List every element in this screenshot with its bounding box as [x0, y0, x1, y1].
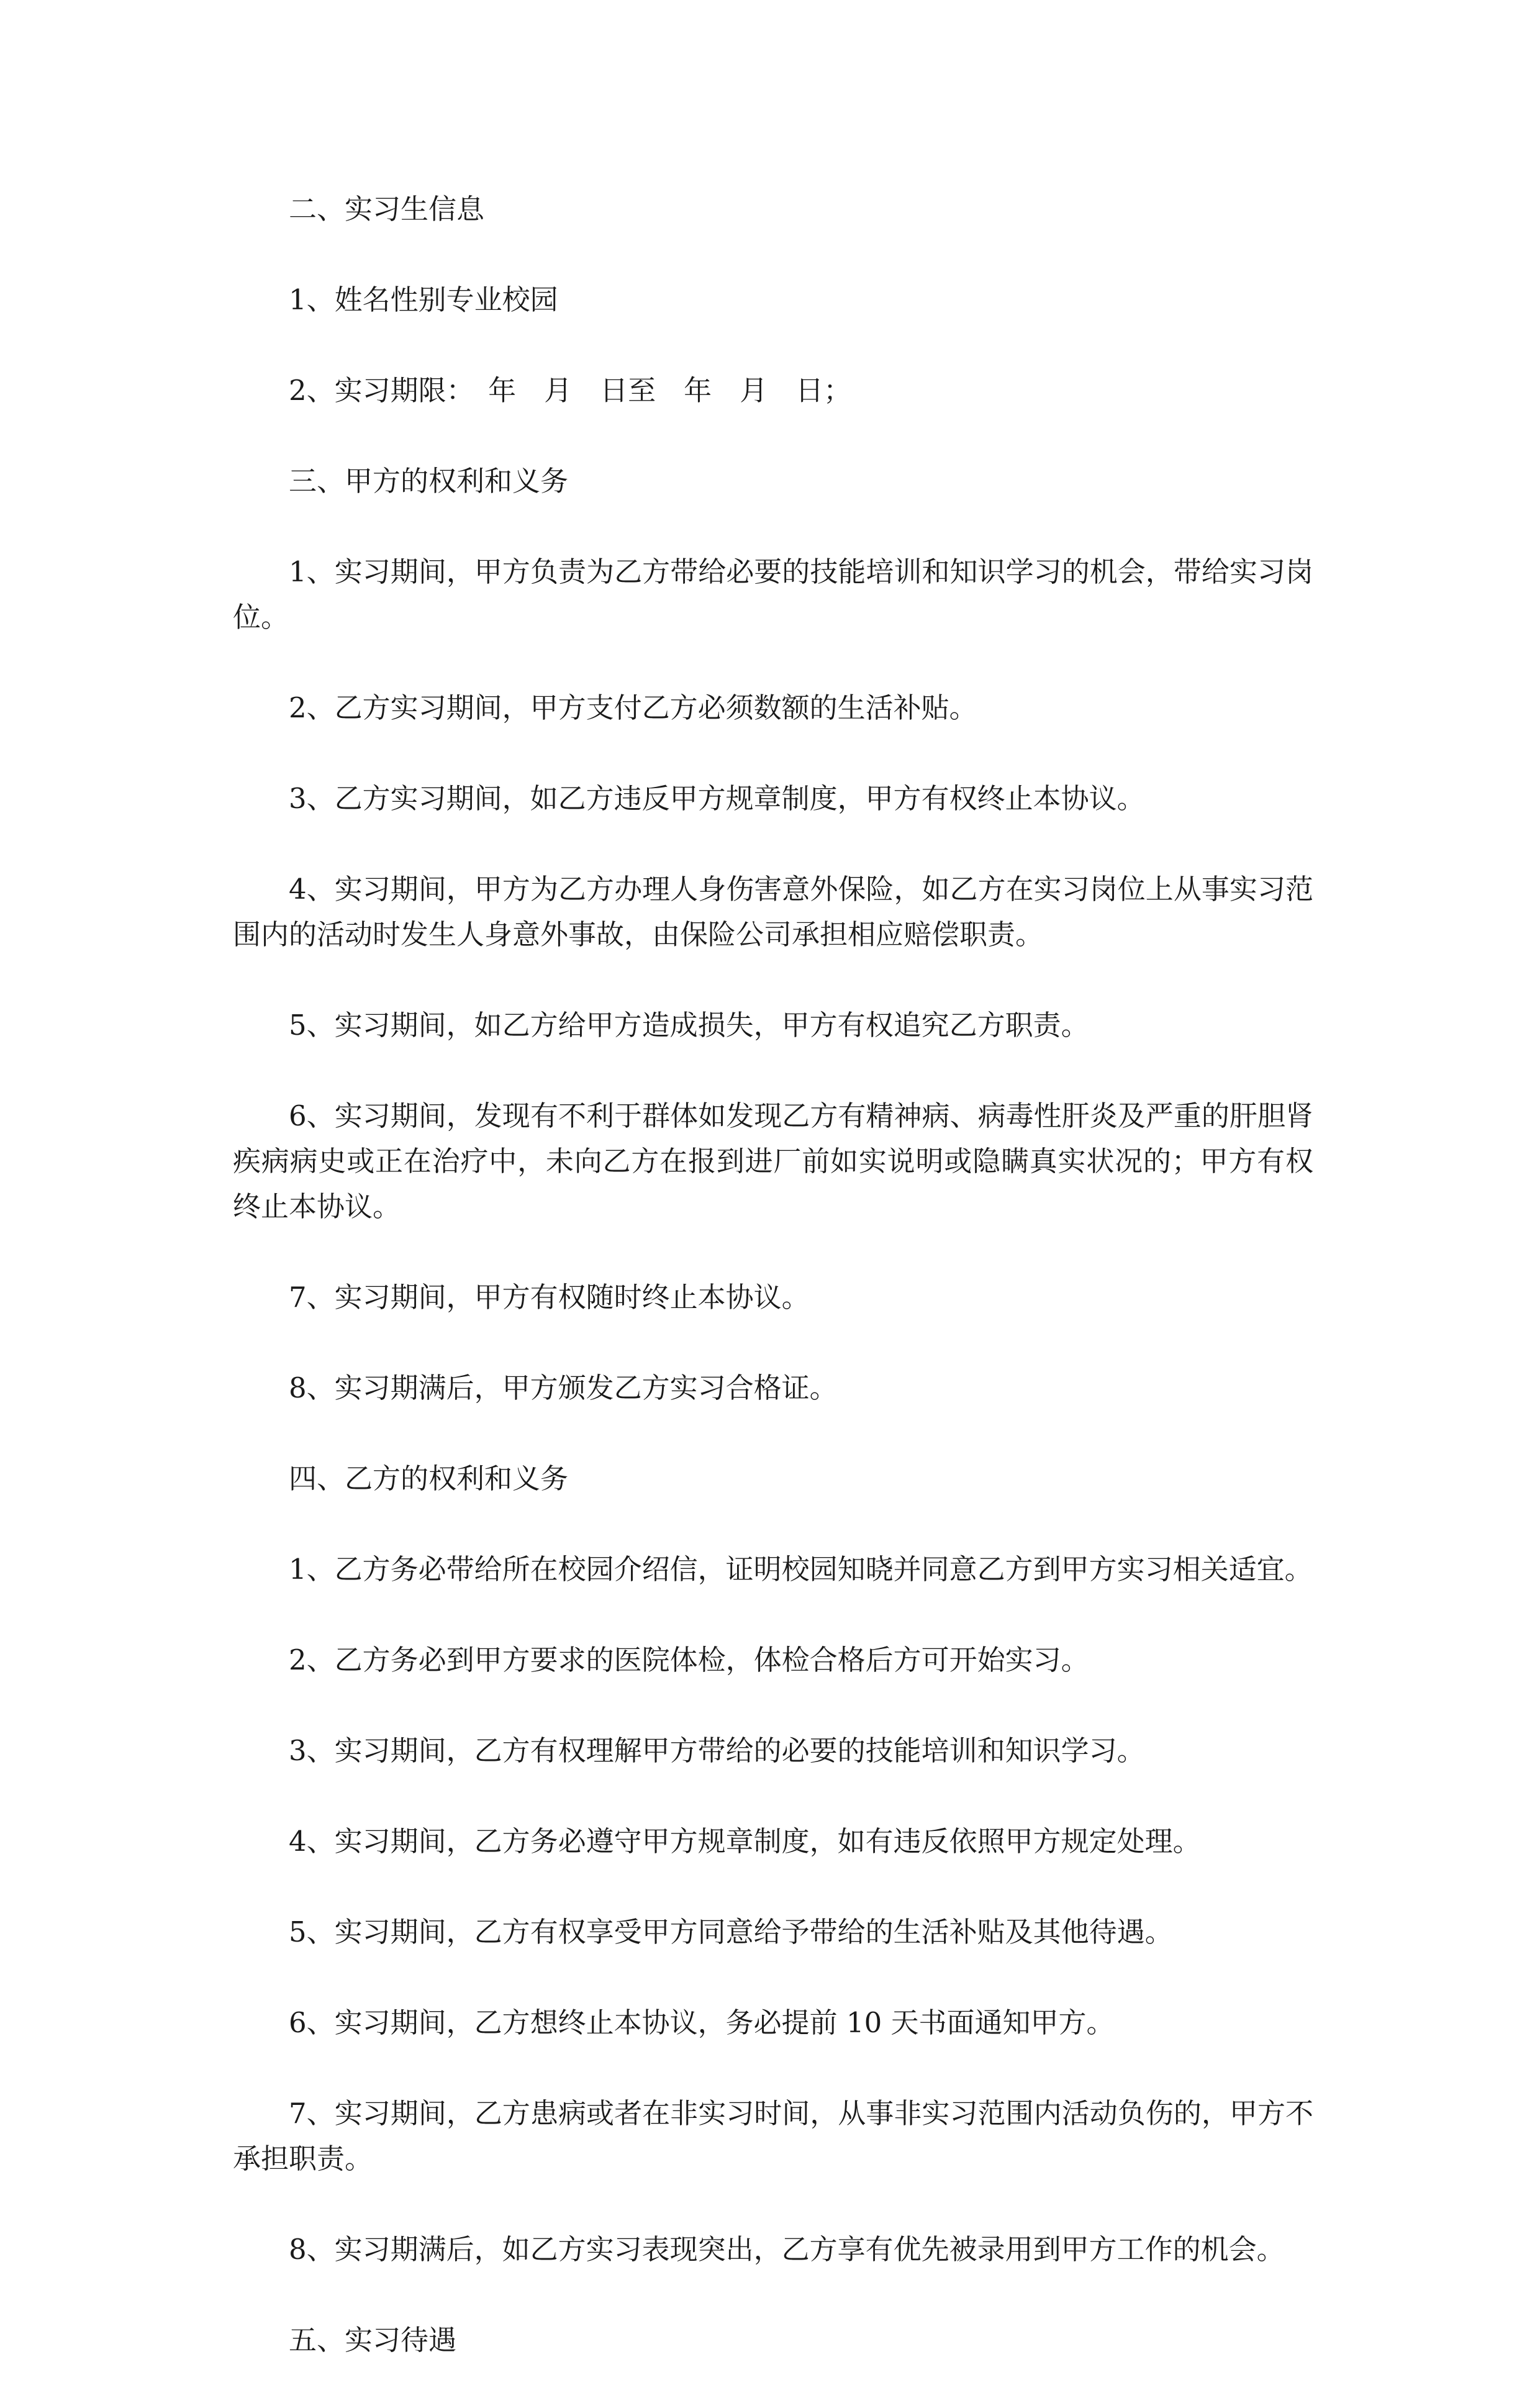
paragraph: 5、实习期间，如乙方给甲方造成损失，甲方有权追究乙方职责。: [289, 1009, 1089, 1042]
paragraph: 5、实习期间，乙方有权享受甲方同意给予带给的生活补贴及其他待遇。: [289, 1915, 1173, 1948]
paragraph: 4、实习期间，甲方为乙方办理人身伤害意外保险，如乙方在实习岗位上从事实习范围内的活动时发生人身意外事故，由保险公司承担相应赔偿职责。: [233, 873, 1313, 951]
paragraph: 1、姓名性别专业校园: [289, 283, 558, 316]
section-heading: 四、乙方的权利和义务: [289, 1462, 569, 1495]
section-heading: 五、实习待遇: [289, 2324, 457, 2356]
document-body: [233, 186, 1313, 2408]
paragraph: 1、实习期间，甲方负责为乙方带给必要的技能培训和知识学习的机会，带给实习岗位。: [233, 555, 1313, 634]
paragraph: 6、实习期间，乙方想终止本协议，务必提前 10 天书面通知甲方。: [289, 2006, 1115, 2039]
paragraph: 7、实习期间，甲方有权随时终止本协议。: [289, 1281, 810, 1314]
section-heading: 三、甲方的权利和义务: [289, 465, 569, 498]
paragraph: 2、乙方实习期间，甲方支付乙方必须数额的生活补贴。: [289, 691, 977, 724]
paragraph: 8、实习期满后，如乙方实习表现突出，乙方享有优先被录用到甲方工作的机会。: [289, 2233, 1285, 2266]
paragraph: 4、实习期间，乙方务必遵守甲方规章制度，如有违反依照甲方规定处理。: [289, 1825, 1201, 1858]
paragraph: 8、实习期满后，甲方颁发乙方实习合格证。: [289, 1371, 838, 1404]
paragraph: 2、乙方务必到甲方要求的医院体检，体检合格后方可开始实习。: [289, 1643, 1089, 1676]
paragraph: 2、实习期限： 年 月 日至 年 月 日；: [289, 374, 852, 407]
paragraph: 6、实习期间，发现有不利于群体如发现乙方有精神病、病毒性肝炎及严重的肝胆肾疾病病史或正在治疗中，未向乙方在报到进厂前如实说明或隐瞒真实状况的；甲方有权终止本协议。: [233, 1099, 1313, 1223]
paragraph: 3、乙方实习期间，如乙方违反甲方规章制度，甲方有权终止本协议。: [289, 782, 1145, 815]
paragraph: 1、乙方务必带给所在校园介绍信，证明校园知晓并同意乙方到甲方实习相关适宜。: [289, 1553, 1313, 1586]
section-heading: 二、实习生信息: [289, 193, 485, 225]
paragraph: 3、实习期间，乙方有权理解甲方带给的必要的技能培训和知识学习。: [289, 1734, 1145, 1767]
paragraph: 7、实习期间，乙方患病或者在非实习时间，从事非实习范围内活动负伤的，甲方不承担职责。: [233, 2097, 1313, 2175]
